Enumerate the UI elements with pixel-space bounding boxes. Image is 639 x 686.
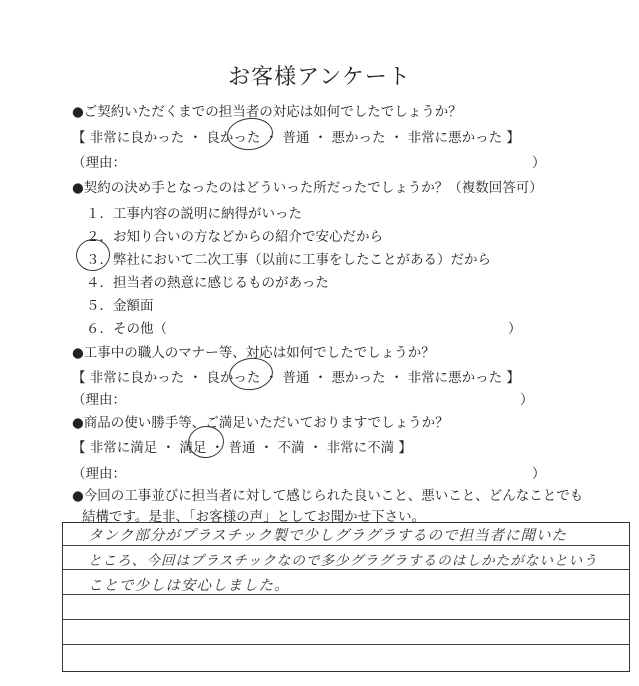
question-4: ●商品の使い勝手等、ご満足いただいておりますでしょうか？	[72, 415, 449, 431]
question-2-item-4: ４．担当者の熱意に感じるものがあった	[86, 275, 329, 291]
question-5-line-1: ●今回の工事並びに担当者に対して感じられた良いこと、悪いこと、どんなことでも	[72, 488, 584, 504]
question-2-item-2: ２．お知り合いの方などからの紹介で安心だから	[86, 229, 383, 245]
ruled-line	[63, 619, 629, 620]
question-1-reason-close: ）	[532, 155, 546, 171]
question-3-reason-close: ）	[520, 392, 534, 408]
answer-circle-q1	[225, 116, 274, 153]
handwritten-comment-line-3: ことで少しは安心しました。	[88, 578, 290, 594]
ruled-line	[63, 569, 629, 570]
question-1-options: 【 非常に良かった ・ 良かった ・ 普通 ・ 悪かった ・ 非常に悪かった 】	[72, 130, 520, 146]
question-2-item-3: ３．弊社において二次工事（以前に工事をしたことがある）だから	[86, 252, 491, 268]
ruled-line	[63, 545, 629, 546]
question-3-options: 【 非常に良かった ・ 良かった ・ 普通 ・ 悪かった ・ 非常に悪かった 】	[72, 370, 520, 386]
question-2-item-6: ６．その他（	[86, 321, 167, 337]
question-5-line-2: 結構です。是非、「お客様の声」としてお聞かせ下さい。	[82, 509, 426, 525]
ruled-line	[63, 644, 629, 645]
question-2: ●契約の決め手となったのはどういった所だったでしょうか？（複数回答可）	[72, 180, 543, 196]
question-4-reason-close: ）	[532, 466, 546, 482]
page-title: お客様アンケート	[228, 65, 411, 90]
question-3-reason-label: （理由：	[72, 392, 126, 408]
question-1-reason-label: （理由：	[72, 155, 126, 171]
handwritten-comment-line-1: タンク部分がプラスチック製で少しグラグラするので担当者に聞いた	[88, 528, 568, 544]
question-3: ●工事中の職人のマナー等、対応は如何でしたでしょうか？	[72, 345, 435, 361]
question-1: ●ご契約いただくまでの担当者の対応は如何でしたでしょうか？	[72, 104, 462, 120]
question-2-other-close: ）	[508, 321, 522, 337]
question-4-reason-label: （理由：	[72, 466, 126, 482]
handwritten-comment-line-2: ところ、今回はプラスチックなので多少グラグラするのはしかたがないという	[88, 553, 598, 569]
question-2-item-1: １．工事内容の説明に納得がいった	[86, 206, 302, 222]
question-4-options: 【 非常に満足 ・ 満足 ・ 普通 ・ 不満 ・ 非常に不満 】	[72, 440, 412, 456]
question-2-item-5: ５．金額面	[86, 298, 154, 314]
